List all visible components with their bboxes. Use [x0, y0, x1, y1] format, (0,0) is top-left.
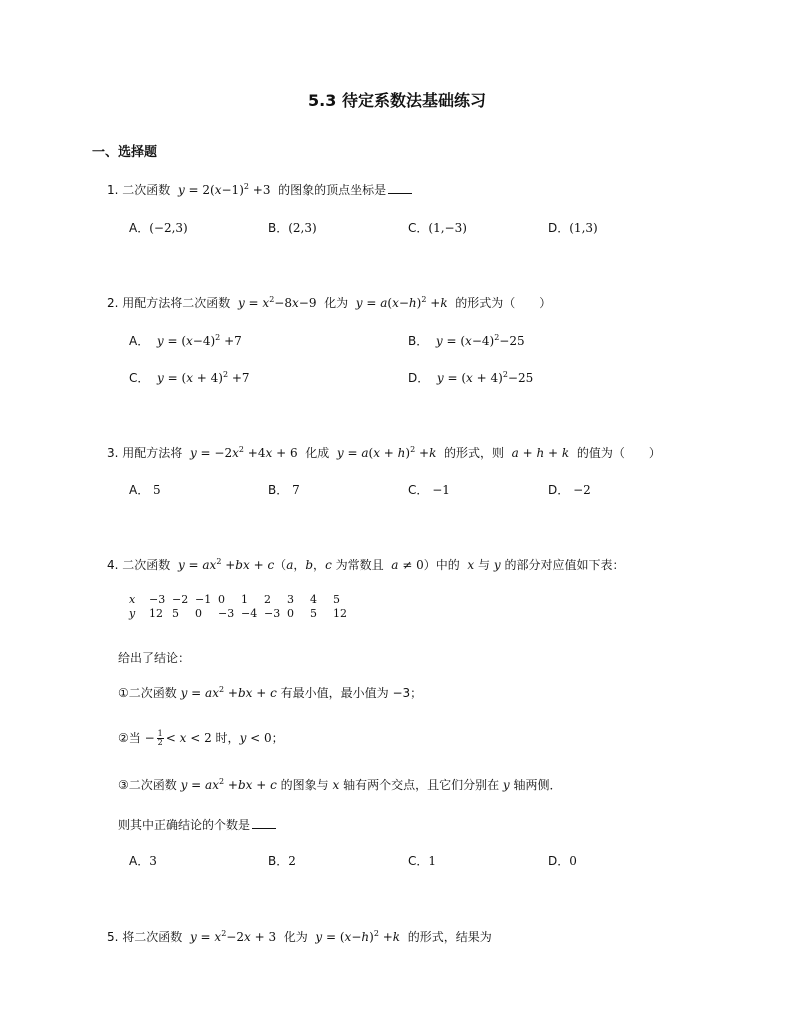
- question-text: 的图象的顶点坐标是: [278, 183, 387, 197]
- row-label: y: [129, 607, 136, 620]
- page-title: 5.3 待定系数法基础练习: [308, 91, 486, 110]
- option-d[interactable]: D． −2: [548, 483, 591, 497]
- section-heading: 一、选择题: [92, 145, 158, 160]
- conclusion-3: ③二次函数 $y = ax^2 +bx + c$ 的图象与 x 轴有两个交点，且它们分别在 y 轴两侧．: [118, 777, 562, 792]
- formula: y: [174, 183, 185, 197]
- option-d[interactable]: D．(1,3): [548, 221, 598, 235]
- option-b[interactable]: B．(2,3): [268, 221, 317, 235]
- question-text: 二次函数: [122, 558, 171, 572]
- question-1: 1. 二次函数 $y = 2(x-1)^2 +3$ 的图象的顶点坐标是: [107, 181, 412, 198]
- question-number: 1.: [107, 183, 119, 197]
- option-a[interactable]: A． 5: [129, 483, 161, 497]
- value-table: [129, 593, 356, 621]
- option-a[interactable]: A．(−2,3): [129, 221, 188, 235]
- option-d[interactable]: D．0: [548, 854, 577, 868]
- conclusion-1: ①二次函数 $y = ax^2 +bx + c$ 有最小值，最小值为 −3；: [118, 685, 423, 700]
- table-row: y 12 5 0 −3 −4 −3 0 5 12: [129, 607, 347, 620]
- question-text: 二次函数: [122, 183, 171, 197]
- question-text: 化为: [324, 296, 349, 310]
- question-number: 5.: [107, 930, 119, 944]
- row-label: x: [129, 593, 136, 606]
- question-text: 的值为（ ）: [576, 446, 661, 460]
- question-text: 的形式，则: [443, 446, 504, 460]
- fraction: $\frac{1}{2}$: [157, 729, 163, 747]
- answer-blank: [388, 182, 412, 194]
- option-c[interactable]: C．(1,−3): [408, 221, 467, 235]
- question-text: 的形式，结果为: [407, 930, 492, 944]
- question-3: 3. 用配方法将 $y = -2x^2 +4x + 6$ 化成 $y = a(x + h)^2 +k$ 的形式，则 a + h + k 的值为（ ）: [107, 445, 661, 460]
- option-d[interactable]: D． $y = (x + 4)^2-25$: [408, 370, 534, 385]
- option-a[interactable]: A． $y = (x-4)^2 +7$: [129, 333, 242, 348]
- question-text: 用配方法将二次函数: [122, 296, 231, 310]
- question-number: 2.: [107, 296, 119, 310]
- option-b[interactable]: B．2: [268, 854, 296, 868]
- question-number: 4.: [107, 558, 119, 572]
- option-c[interactable]: C． $y = (x + 4)^2 +7$: [129, 370, 250, 385]
- question-text: 用配方法将: [122, 446, 183, 460]
- question-ask: 则其中正确结论的个数是: [118, 816, 276, 833]
- question-2: 2. 用配方法将二次函数 $y = x^2-8x-9$ 化为 $y = a(x-h)^2 +k$ 的形式为（ ）: [107, 295, 552, 310]
- given-label: 给出了结论：: [118, 651, 191, 665]
- table-row: x −3 −2 −1 0 1 2 3 4 5: [129, 593, 340, 606]
- option-c[interactable]: C．1: [408, 854, 437, 868]
- option-a[interactable]: A．3: [129, 854, 157, 868]
- option-b[interactable]: B． $y = (x-4)^2-25$: [408, 333, 525, 348]
- question-text: 将二次函数: [122, 930, 183, 944]
- question-4: 4. 二次函数 $y = ax^2 +bx + c(a$，b，c 为常数且 a ≠ 0）中的 x 与 y 的部分对应值如下表：: [107, 557, 625, 572]
- question-text: 化成: [305, 446, 330, 460]
- option-b[interactable]: B． 7: [268, 483, 300, 497]
- option-c[interactable]: C． −1: [408, 483, 450, 497]
- question-5: 5. 将二次函数 $y = x^2-2x + 3$ 化为 $y = (x-h)^2 +k$ 的形式，结果为: [107, 929, 492, 944]
- question-text: 化为: [283, 930, 308, 944]
- answer-blank: [252, 817, 276, 829]
- conclusion-2: ②当 − $\frac{1}{2}$ < x < 2 时，y < 0；: [118, 729, 284, 747]
- question-text: 的形式为（ ）: [455, 296, 552, 310]
- question-number: 3.: [107, 446, 119, 460]
